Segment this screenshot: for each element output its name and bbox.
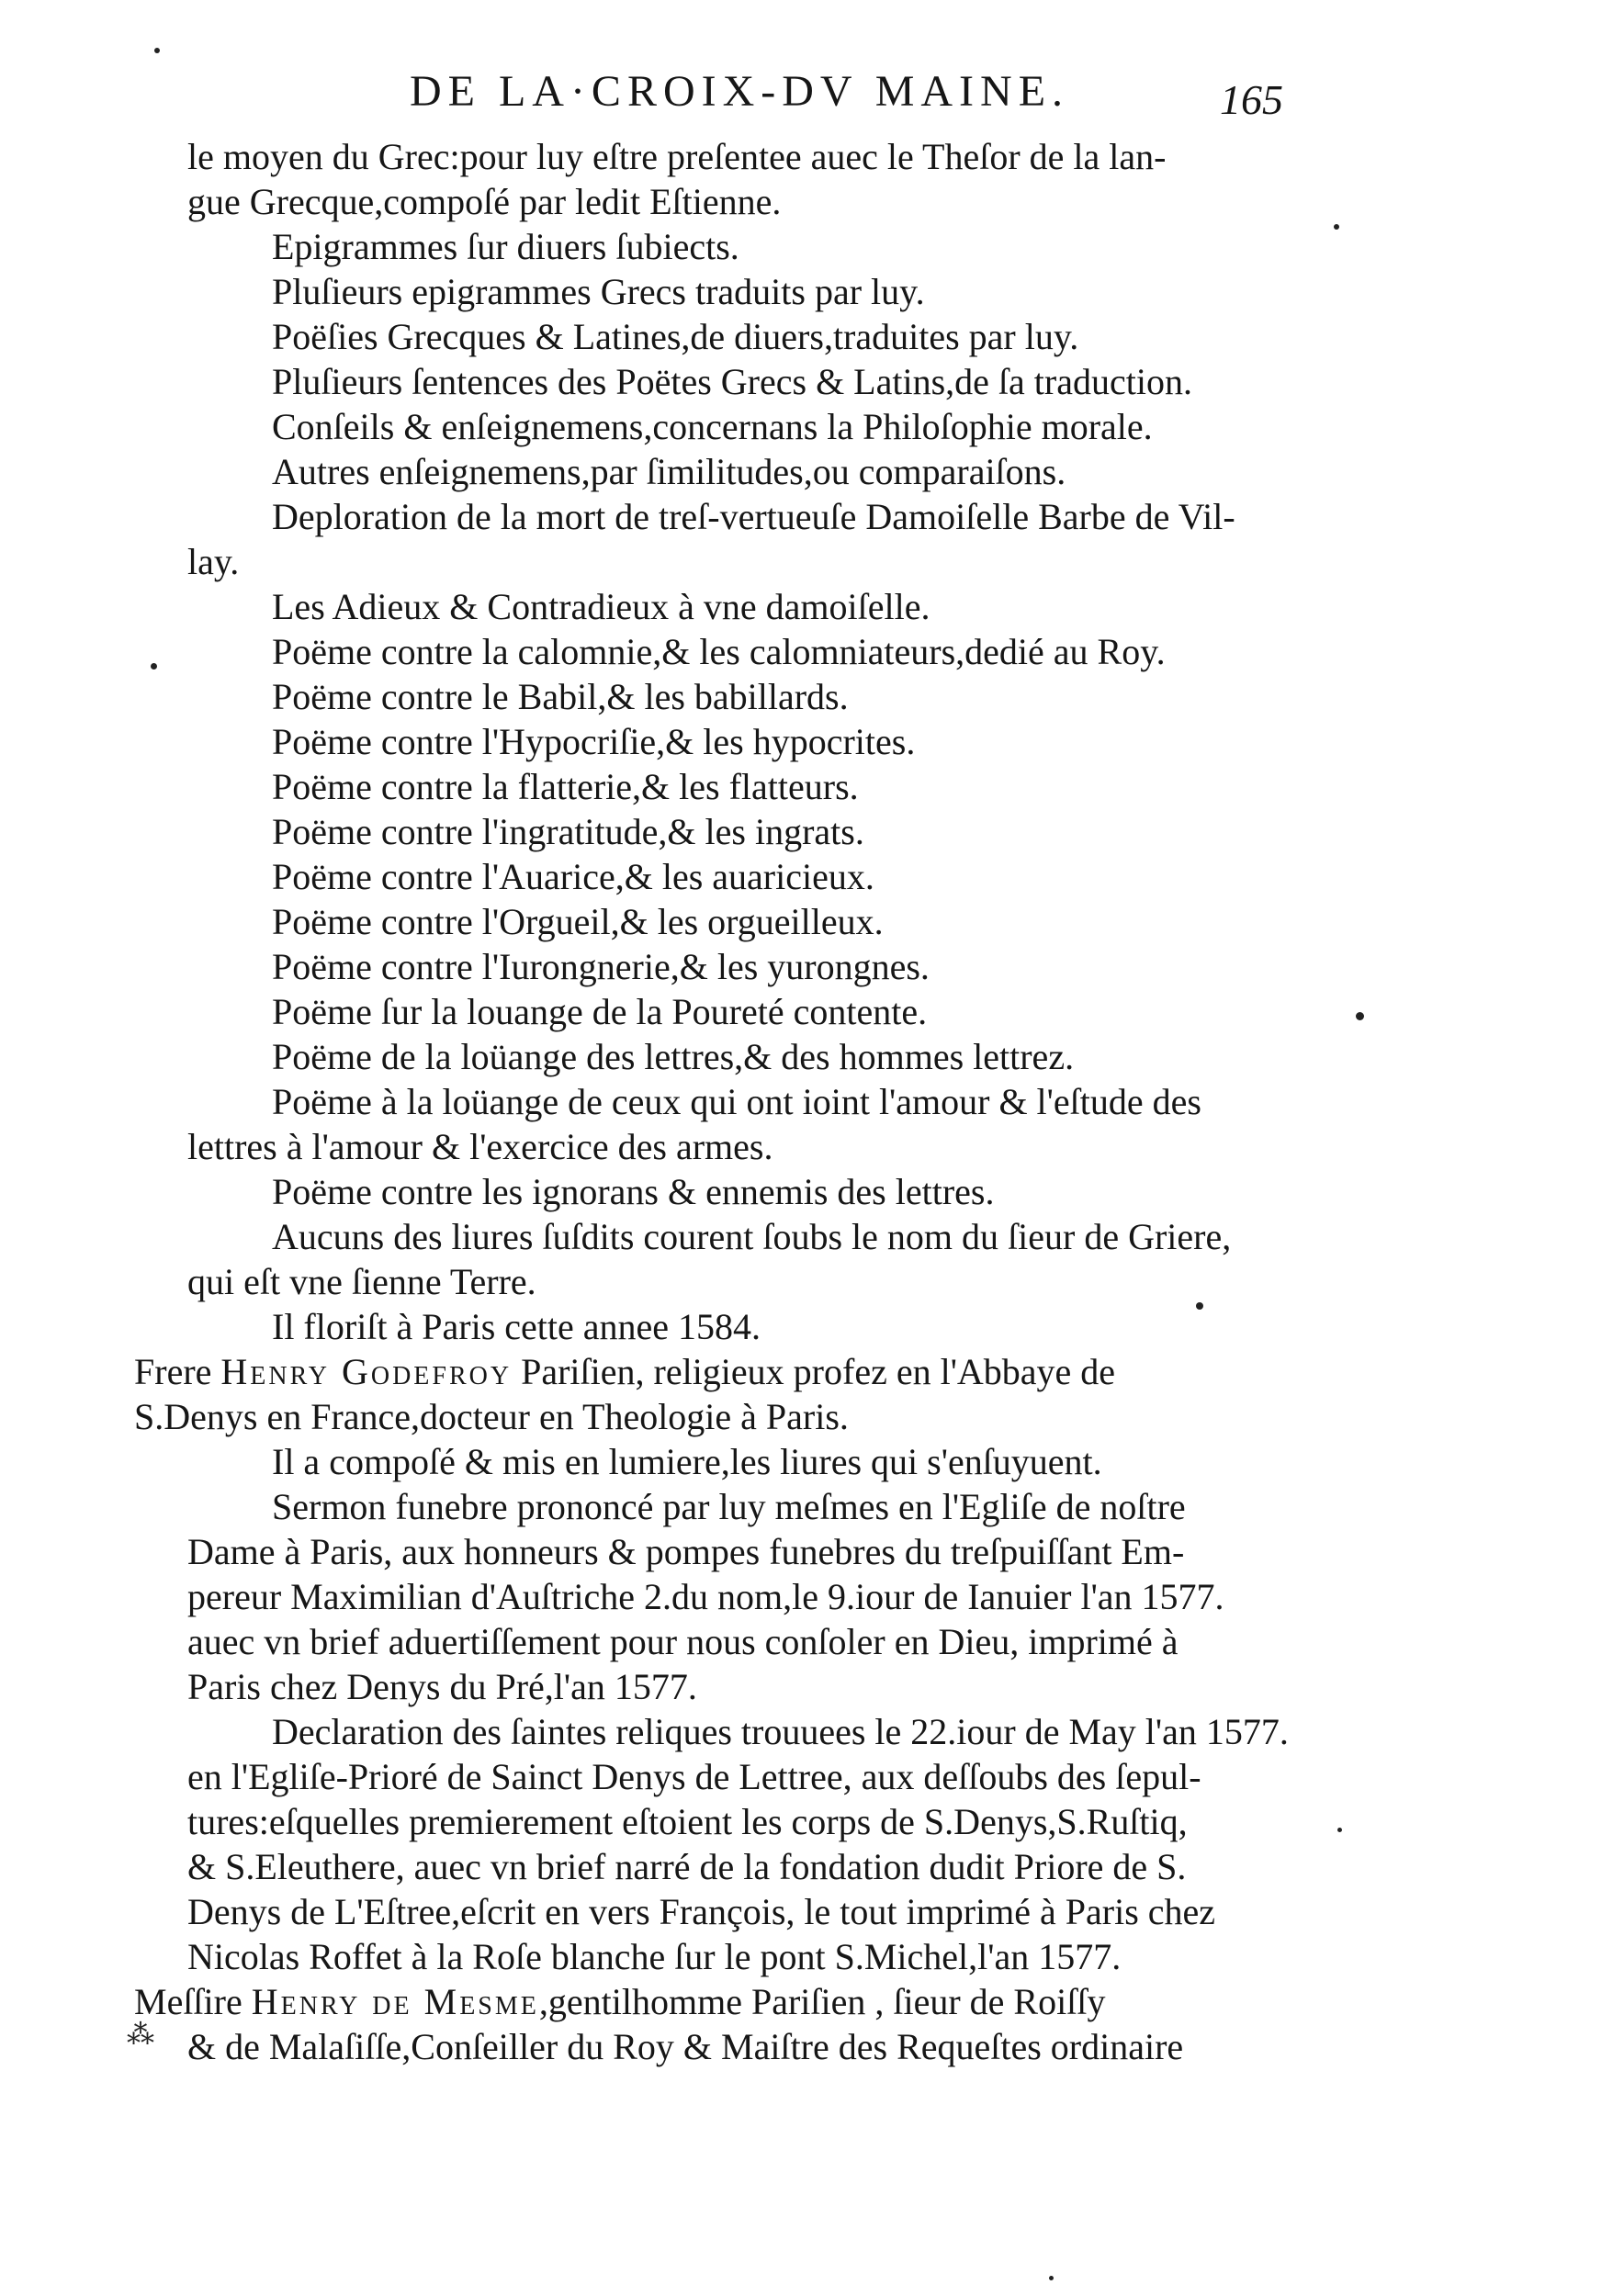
text-line: auec vn brief aduertiſſement pour nous conſoler en Dieu, imprimé à [187, 1621, 1179, 1662]
text-line: Poëſies Grecques & Latines,de diuers,traduites par luy. [272, 316, 1079, 357]
text-line: pereur Maximilian d'Auſtriche 2.du nom,le 9.iour de Ianuier l'an 1577. [187, 1576, 1224, 1617]
text-line: Dame à Paris, aux honneurs & pompes funebres du treſpuiſſant Em- [187, 1531, 1185, 1572]
text-line: Poëme contre l'Orgueil,& les orgueilleux. [272, 901, 884, 942]
text-line: qui eſt vne ſienne Terre. [187, 1261, 536, 1302]
author-name: Henry de Mesme [251, 1981, 539, 2022]
text-line: en l'Egliſe-Prioré de Sainct Denys de Lettree, aux deſſoubs des ſepul- [187, 1756, 1201, 1797]
text-line: Poëme contre l'Hypocriſie,& les hypocrites. [272, 721, 916, 762]
text-line: Poëme contre le Babil,& les babillards. [272, 676, 849, 717]
text-line: S.Denys en France,docteur en Theologie à Paris. [134, 1396, 849, 1437]
text-line: Deploration de la mort de treſ-vertueuſe Damoiſelle Barbe de Vil- [272, 496, 1235, 537]
text-line: Poëme contre l'ingratitude,& les ingrats. [272, 811, 864, 852]
text-line: Conſeils & enſeignemens,concernans la Philoſophie morale. [272, 406, 1153, 447]
text-line: gue Grecque,compoſé par ledit Eſtienne. [187, 181, 782, 222]
entry-heading-godefroy [134, 1349, 1308, 1394]
text-line: le moyen du Grec:pour luy eſtre preſentee auec le Theſor de la lan- [187, 136, 1167, 177]
text-line: Il a compoſé & mis en lumiere,les liures qui s'enſuyuent. [272, 1441, 1102, 1482]
text-line: Il floriſt à Paris cette annee 1584. [272, 1306, 761, 1347]
text-line: Nicolas Roffet à la Roſe blanche ſur le pont S.Michel,l'an 1577. [187, 1936, 1122, 1977]
text-line: Poëme à la loüange de ceux qui ont ioint l'amour & l'eſtude des [272, 1081, 1201, 1122]
ink-speck [1049, 2276, 1054, 2280]
text-line: Poëme ſur la louange de la Poureté contente. [272, 991, 928, 1032]
text-block [134, 134, 1308, 2069]
marginal-mark-icon: ⁂ [127, 2020, 154, 2050]
text-line: Poëme contre l'Auarice,& les auaricieux. [272, 856, 874, 897]
ink-speck [1356, 1012, 1364, 1020]
text-line: Poëme contre la calomnie,& les calomniateurs,dedié au Roy. [272, 631, 1166, 672]
text-line: & de Malaſiſſe,Conſeiller du Roy & Maiſtre des Requeſtes ordinaire [187, 2026, 1184, 2067]
text-line: Les Adieux & Contradieux à vne damoiſelle. [272, 586, 930, 627]
text-line: lettres à l'amour & l'exercice des armes. [187, 1126, 773, 1167]
entry-prefix: Frere [134, 1351, 221, 1392]
running-title: DE LA·CROIX-DV MAINE. [409, 67, 1070, 116]
entry-prefix: Meſſire [134, 1981, 252, 2022]
text-line: Pluſieurs ſentences des Poëtes Grecs & Latins,de ſa traduction. [272, 361, 1192, 402]
text-line: Epigrammes ſur diuers ſubiects. [272, 226, 739, 267]
text-line: lay. [187, 541, 240, 582]
ink-speck [1337, 1828, 1342, 1832]
ink-speck [151, 663, 157, 670]
text-line: Poëme contre les ignorans & ennemis des lettres. [272, 1171, 995, 1212]
text-line: Autres enſeignemens,par ſimilitudes,ou comparaiſons. [272, 451, 1066, 492]
ink-speck [1334, 224, 1339, 230]
text-line: Denys de L'Eſtree,eſcrit en vers François, le tout imprimé à Paris chez [187, 1891, 1216, 1932]
text-line: Poëme contre l'Iurongnerie,& les yurongnes. [272, 946, 930, 987]
ink-speck [1196, 1302, 1203, 1310]
text-line: tures:eſquelles premierement eſtoient les corps de S.Denys,S.Ruſtiq, [187, 1801, 1188, 1842]
author-name: Henry Godefroy [220, 1351, 513, 1392]
entry-heading-mesme [134, 1979, 1308, 2024]
text-line: Sermon funebre prononcé par luy meſmes en l'Egliſe de noſtre [272, 1486, 1186, 1527]
text-line: & S.Eleuthere, auec vn brief narré de la fondation dudit Priore de S. [187, 1846, 1187, 1887]
text-line: Poëme de la loüange des lettres,& des hommes lettrez. [272, 1036, 1075, 1077]
text-line: Aucuns des liures ſuſdits courent ſoubs le nom du ſieur de Griere, [272, 1216, 1232, 1257]
entry-description: ,gentilhomme Pariſien , ſieur de Roiſſy [538, 1981, 1106, 2022]
ink-speck [154, 48, 160, 53]
text-line: Poëme contre la flatterie,& les flatteurs. [272, 766, 859, 807]
page-number: 165 [1220, 76, 1283, 123]
text-line: Paris chez Denys du Pré,l'an 1577. [187, 1666, 697, 1707]
text-line: Pluſieurs epigrammes Grecs traduits par luy. [272, 271, 925, 312]
text-line: Declaration des ſaintes reliques trouuees le 22.iour de May l'an 1577. [272, 1711, 1289, 1752]
entry-description: Pariſien, religieux profez en l'Abbaye de [512, 1351, 1116, 1392]
